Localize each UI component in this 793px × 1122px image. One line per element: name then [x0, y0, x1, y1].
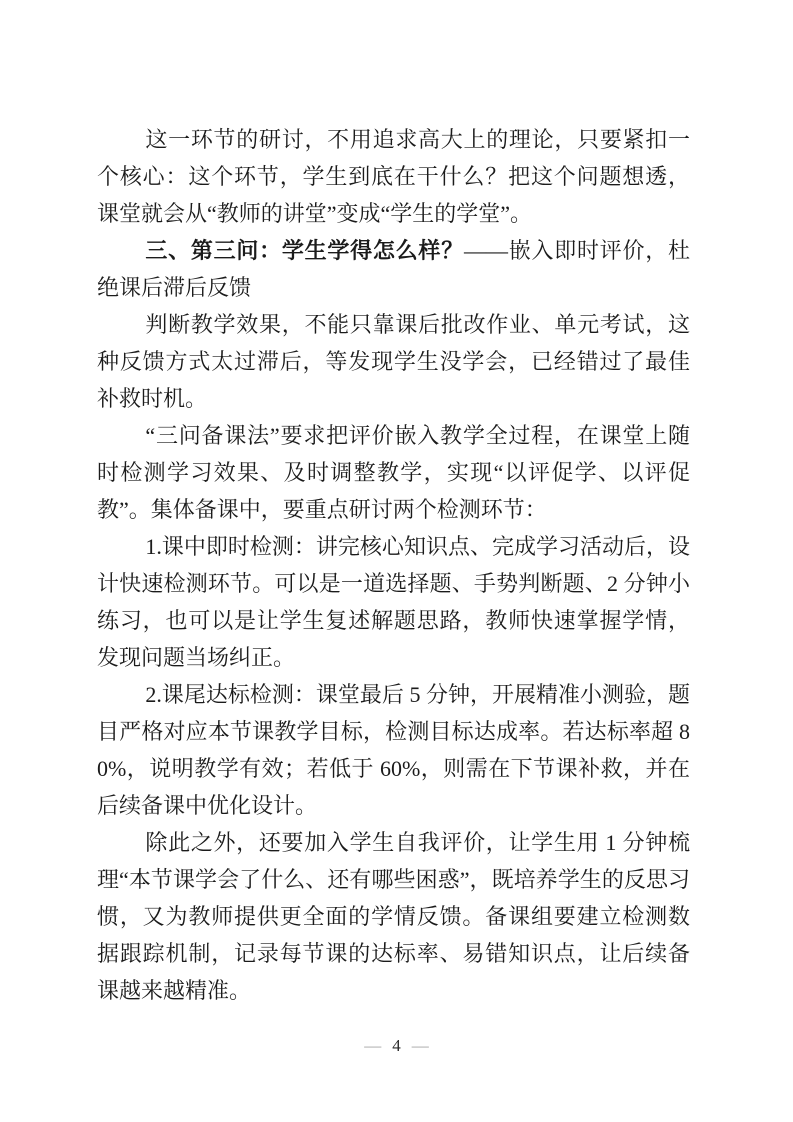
section-heading-bold-text: 三、第三问：学生学得怎么样？	[145, 238, 464, 263]
document-body	[97, 121, 690, 1009]
paragraph-embedded-evaluation-overview: “三问备课法”要求把评价嵌入教学全过程，在课堂上随时检测学习效果、及时调整教学，实现“以评促学、以评促教”。集体备课中，要重点研讨两个检测环节：	[97, 423, 690, 522]
footer-dash-right: —	[411, 1036, 429, 1055]
footer-dash-left: —	[364, 1036, 382, 1055]
paragraph-research-core: 这一环节的研讨，不用追求高大上的理论，只要紧扣一个核心：这个环节，学生到底在干什么？把这个问题想透，课堂就会从“教师的讲堂”变成“学生的学堂”。	[97, 127, 690, 226]
section-heading-subtitle-text: ——嵌入即时评价，杜绝课后滞后反馈	[97, 238, 690, 300]
section-heading-third-question	[97, 232, 690, 306]
page-number: 4	[392, 1036, 401, 1055]
page-footer	[0, 1035, 793, 1057]
paragraph-end-of-class-check: 2.课尾达标检测：课堂最后 5 分钟，开展精准小测验，题目严格对应本节课教学目标，检测目标达成率。若达标率超 80%，说明教学有效；若低于 60%，则需在下节课补救，并在后续备课中优化设计。	[97, 682, 690, 818]
paragraph-feedback-lag-problem: 判断教学效果，不能只靠课后批改作业、单元考试，这种反馈方式太过滞后，等发现学生没学会，已经错过了最佳补救时机。	[97, 312, 690, 411]
paragraph-in-class-instant-check: 1.课中即时检测：讲完核心知识点、完成学习活动后，设计快速检测环节。可以是一道选择题、手势判断题、2 分钟小练习，也可以是让学生复述解题思路，教师快速掌握学情，发现问题当场纠正。	[97, 534, 690, 670]
paragraph-student-self-evaluation: 除此之外，还要加入学生自我评价，让学生用 1 分钟梳理“本节课学会了什么、还有哪些困惑”，既培养学生的反思习惯，又为教师提供更全面的学情反馈。备课组要建立检测数据跟踪机制，记录每节课的达标率、易错知识点，让后续备课越来越精准。	[97, 830, 691, 1003]
